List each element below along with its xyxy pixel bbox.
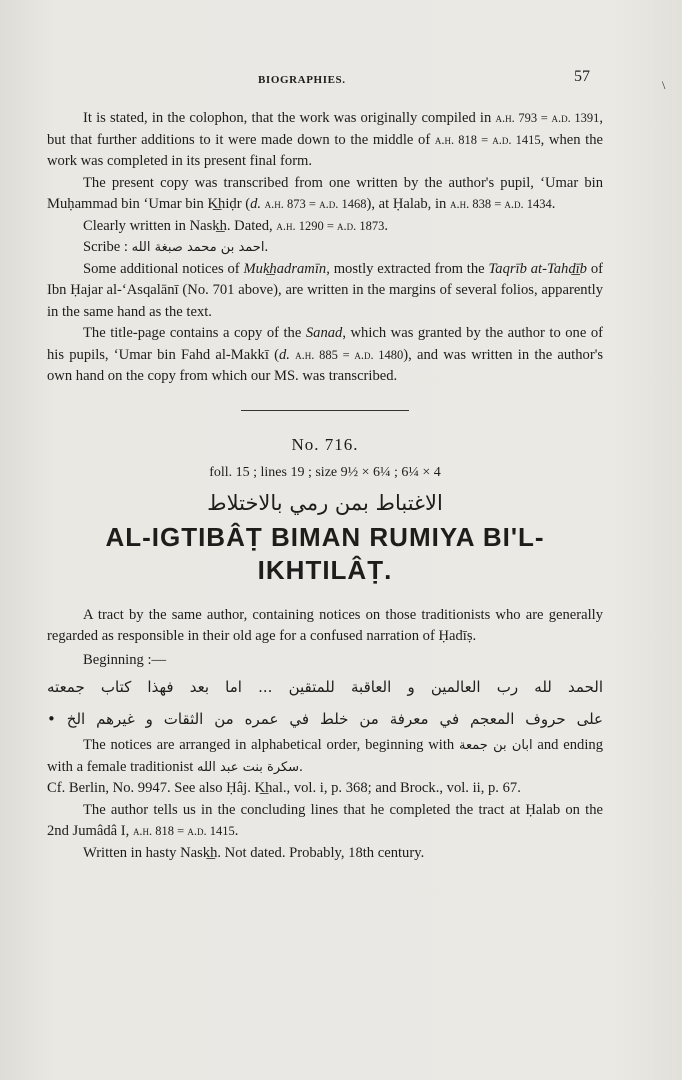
section-divider [241, 410, 409, 411]
entry-physical-description: foll. 15 ; lines 19 ; size 9½ × 6¼ ; 6¼ × 4 [209, 464, 441, 480]
conclusion-paragraph: The author tells us in the concluding lines that he completed the tract at Ḥalab on the 2nd Jumâdâ I, a.h. 818 = a.d. 1415. [47, 801, 603, 839]
entry-body [47, 605, 603, 865]
beginning-label: Beginning :— [83, 651, 167, 668]
page-header [0, 68, 682, 92]
beginning-arabic-line-1: الحمد لله رب العالمين و العاقبة للمتقين ... اما بعد فهذا كتاب جمعته [47, 678, 603, 696]
scribe-arabic-name: احمد بن محمد صبغة الله [131, 240, 265, 255]
beginning-arabic-line-2: على حروف المعجم في معرفة من خلط في عمره من الثقات و غيرهم الخ • [47, 710, 603, 728]
corner-mark: \ [662, 78, 666, 92]
entry-number: No. 716. [291, 434, 359, 454]
script-note: Written in hasty Nask͟h. Not dated. Probably, 18th century. [83, 844, 425, 861]
arabic-title: الاغتباط بمن رمي بالاختلاط [207, 490, 443, 515]
title-page-paragraph: The title-page contains a copy of the Sanad, which was granted by the author to one of his pupils, ‘Umar bin Fahd al-Makkī (d. a.h. 885 = a.d. 1480), and was written in the author's own hand on the copy from which our MS. was transcribed. [47, 325, 604, 384]
dated-paragraph: Clearly written in Nask͟h. Dated, a.h. 1290 = a.d. 1873. [83, 217, 389, 234]
description-paragraph: A tract by the same author, containing notices on those traditionists who are generally regarded as responsible in their old age for a confused narration of Ḥadīṣ. [47, 606, 603, 644]
arrangement-paragraph: The notices are arranged in alphabetical order, beginning with ابان بن جمعة and ending with a female traditionist سكرة بنت عبد الله. [47, 737, 603, 775]
first-name-arabic: ابان بن جمعة [459, 738, 533, 753]
page-body [47, 108, 603, 864]
notices-paragraph: Some additional notices of Muk͟hadramīn, mostly extracted from the Taqrīb at-Tahd͟īb of Ibn Ḥajar al-‘Asqalānī (No. 701 above), are written in the margins of several folios, apparently in the same hand as the text. [47, 260, 604, 320]
colophon-paragraph: It is stated, in the colophon, that the work was originally compiled in a.h. 793 = a.d. 1391, but that further additions to it were made down to the middle of a.h. 818 = a.d. 1415, when the work was completed in its present final form. [47, 110, 603, 169]
scribe-paragraph: Scribe : احمد بن محمد صبغة الله. [83, 239, 269, 255]
entry-title: AL-IGTIBÂṬ BIMAN RUMIYA BI'L-IKHTILÂṬ. [105, 521, 545, 585]
transcription-paragraph: The present copy was transcribed from one written by the author's pupil, ‘Umar bin Muḥammad bin ‘Umar bin K͟hiḍr (d. a.h. 873 = a.d. 1468), at Ḥalab, in a.h. 838 = a.d. 1434. [47, 174, 603, 212]
references-paragraph: Cf. Berlin, No. 9947. See also Ḥâj. K͟hal., vol. i, p. 368; and Brock., vol. ii, p. 67. [47, 780, 521, 796]
page-number: 57 [574, 68, 590, 85]
running-head: BIOGRAPHIES. [258, 74, 346, 86]
last-name-arabic: سكرة بنت عبد الله [196, 759, 300, 775]
